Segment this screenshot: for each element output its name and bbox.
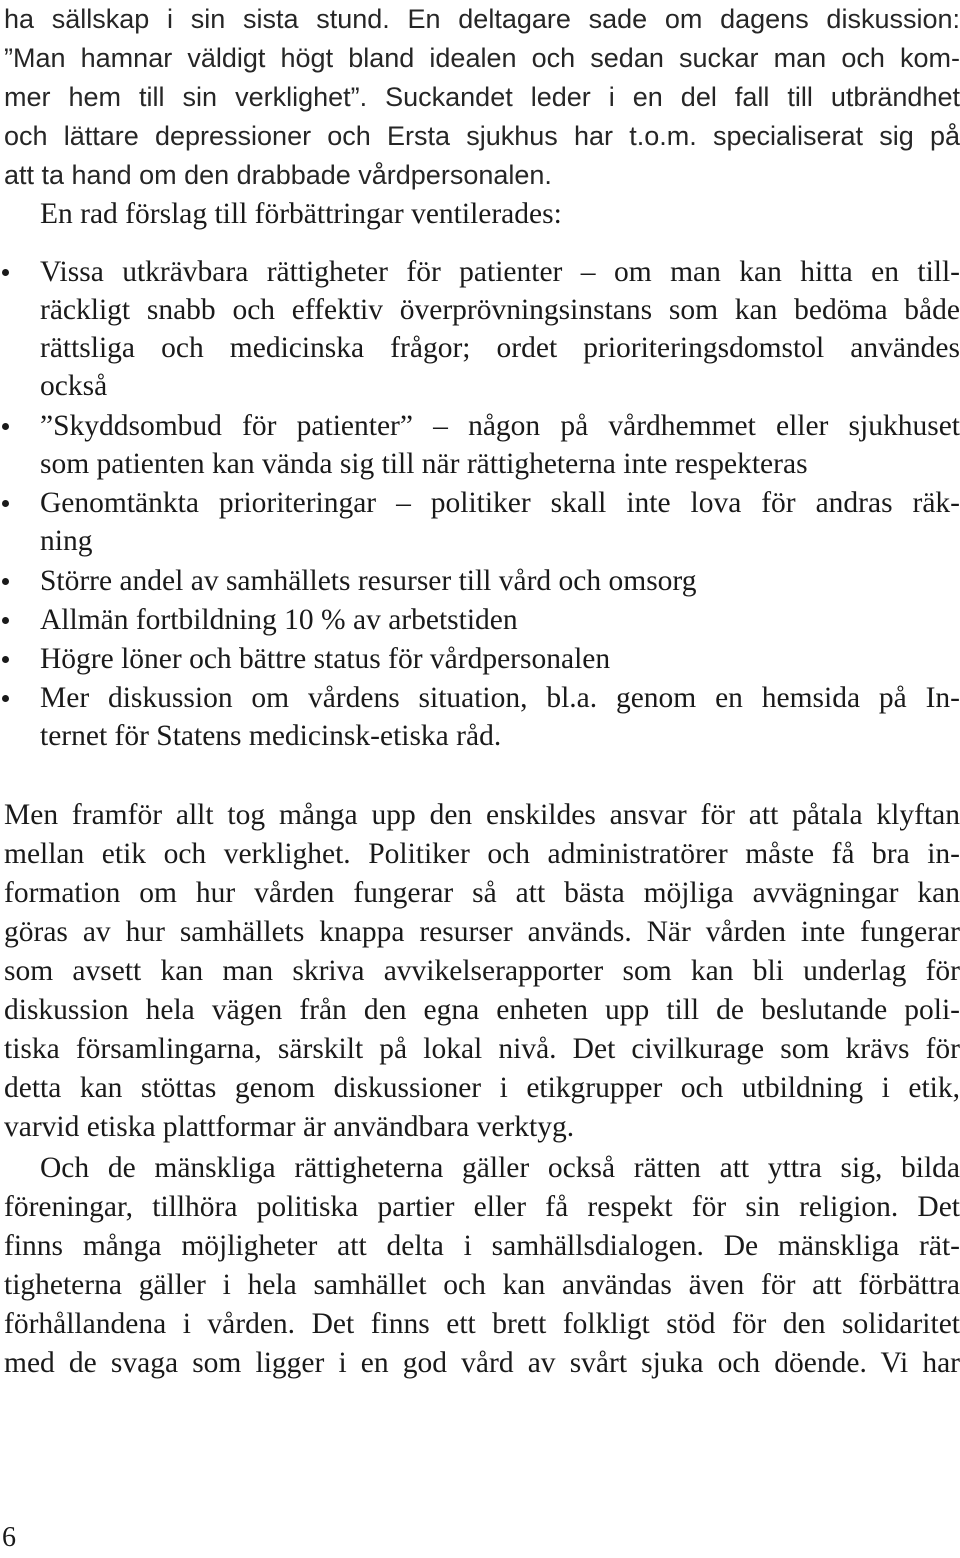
- paragraph-line: med de svaga som ligger i en god vård av svårt sjuka och döende. Vi har: [4, 1347, 960, 1379]
- paragraph-line: tiska församlingarna, särskilt på lokal nivå. Det civilkurage som krävs för: [4, 1033, 960, 1065]
- intro-line: mer hem till sin verklighet”. Suckandet leder i en del fall till utbrändhet: [4, 82, 960, 112]
- list-item-line: Genomtänkta prioriteringar – politiker skall inte lova för andras räk-: [40, 487, 960, 519]
- list-item-line: också: [40, 370, 108, 402]
- list-item-line: ternet för Statens medicinsk-etiska råd.: [40, 720, 502, 752]
- list-item-line: räckligt snabb och effektiv överprövningsinstans som kan bedöma både: [40, 294, 960, 326]
- intro-line: ha sällskap i sin sista stund. En deltagare sade om dagens diskussion:: [4, 4, 960, 34]
- intro-line: och lättare depressioner och Ersta sjukhus har t.o.m. specialiserat sig på: [4, 121, 960, 151]
- bullet-icon: [2, 617, 9, 624]
- paragraph-line: Och de mänskliga rättigheterna gäller också rätten att yttra sig, bilda: [40, 1152, 960, 1184]
- bullet-icon: [2, 656, 9, 663]
- list-item-line: Mer diskussion om vårdens situation, bl.a. genom en hemsida på In-: [40, 682, 960, 714]
- bullet-icon: [2, 500, 9, 507]
- list-item-line: ning: [40, 525, 93, 557]
- list-item-line: ”Skyddsombud för patienter” – någon på vårdhemmet eller sjukhuset: [40, 410, 960, 442]
- paragraph-line: göras av hur samhällets knappa resurser används. När vården inte fungerar: [4, 916, 960, 948]
- list-item-line: rättsliga och medicinska frågor; ordet prioriteringsdomstol användes: [40, 332, 960, 364]
- paragraph-line: förhållandena i vården. Det finns ett brett folkligt stöd för den solidaritet: [4, 1308, 960, 1340]
- paragraph-line: detta kan stöttas genom diskussioner i etikgrupper och utbildning i etik,: [4, 1072, 960, 1104]
- paragraph-line: mellan etik och verklighet. Politiker och administratörer måste få bra in-: [4, 838, 960, 870]
- list-item-line: Högre löner och bättre status för vårdpersonalen: [40, 643, 611, 675]
- paragraph-line: finns många möjligheter att delta i samhällsdialogen. De mänskliga rät-: [4, 1230, 960, 1262]
- list-item-line: Vissa utkrävbara rättigheter för patienter – om man kan hitta en till-: [40, 256, 960, 288]
- list-item-line: som patienten kan vända sig till när rättigheterna inte respekteras: [40, 448, 808, 480]
- paragraph-line: varvid etiska plattformar är användbara verktyg.: [4, 1111, 575, 1143]
- paragraph-line: som avsett kan man skriva avvikelserapporter som kan bli underlag för: [4, 955, 960, 987]
- paragraph-line: formation om hur vården fungerar så att bästa möjliga avvägningar kan: [4, 877, 960, 909]
- paragraph-line: föreningar, tillhöra politiska partier eller få respekt för sin religion. Det: [4, 1191, 960, 1223]
- paragraph-line: tigheterna gäller i hela samhället och kan användas även för att förbättra: [4, 1269, 960, 1301]
- list-item-line: Allmän fortbildning 10 % av arbetstiden: [40, 604, 518, 636]
- paragraph-line: Men framför allt tog många upp den enskildes ansvar för att påtala klyftan: [4, 799, 960, 831]
- bullet-icon: [2, 578, 9, 585]
- list-item-line: Större andel av samhällets resurser till vård och omsorg: [40, 565, 697, 597]
- bullet-icon: [2, 695, 9, 702]
- list-intro: En rad förslag till förbättringar ventilerades:: [40, 198, 562, 230]
- intro-line: ”Man hamnar väldigt högt bland idealen och sedan suckar man och kom-: [4, 43, 960, 73]
- bullet-icon: [2, 423, 9, 430]
- paragraph-line: diskussion hela vägen från den egna enheten upp till de beslutande poli-: [4, 994, 960, 1026]
- bullet-icon: [2, 269, 9, 276]
- page-number: 6: [2, 1522, 16, 1553]
- intro-line: att ta hand om den drabbade vårdpersonalen.: [4, 160, 552, 190]
